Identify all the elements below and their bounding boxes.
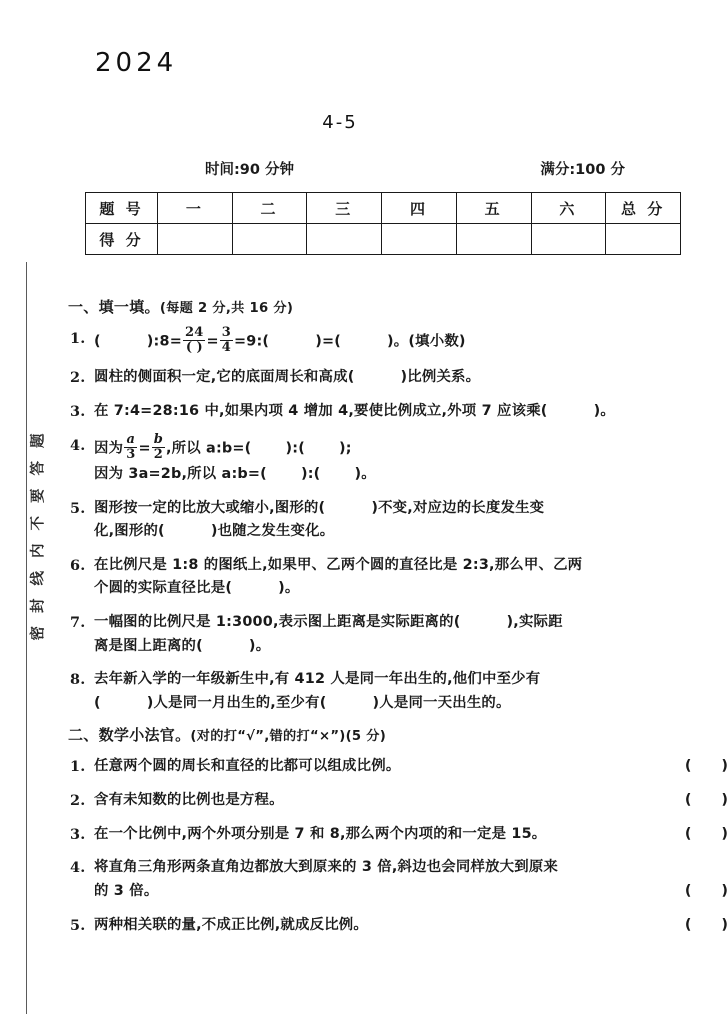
q8-line-1: 去年新入学的一年级新生中,有 412 人是同一年出生的,他们中至少有	[94, 671, 541, 688]
section-2-note: (对的打“√”,错的打“×”)(5 分)	[190, 729, 387, 745]
q4-l1-b: ,所以 a:b=(	[166, 440, 252, 457]
fraction-three-fourths	[220, 326, 233, 355]
score-table-col-3: 三	[307, 193, 382, 224]
score-cell-1[interactable]	[158, 224, 233, 255]
fraction-b-over-2	[152, 433, 165, 462]
question-number: 3.	[70, 403, 86, 421]
question-1-3	[68, 400, 728, 423]
question-number: 4.	[70, 437, 86, 455]
question-2-5	[68, 914, 728, 937]
q4-l1-eq: =	[138, 440, 151, 457]
q5-l1-b: )不变,对应边的长度发生变	[371, 499, 545, 516]
q2-4-l2-text: 的 3 倍。	[94, 882, 159, 899]
question-text: 在一个比例中,两个外项分别是 7 和 8,那么两个内项的和一定是 15。	[94, 825, 547, 842]
section-title-1	[68, 300, 728, 316]
bracket-open: (	[684, 791, 692, 808]
q8-l2-c: )人是同一天出生的。	[372, 694, 511, 711]
q7-l1-b: ),实际距	[506, 614, 563, 631]
truefalse-answer-bracket[interactable]	[685, 789, 728, 812]
paper-code: 4-5	[322, 112, 358, 133]
q8-l2-b: )人是同一月出生的,至少有(	[146, 694, 327, 711]
fraction-denominator: ( )	[183, 340, 206, 355]
section-2-label: 二、数学小法官。	[68, 726, 191, 745]
truefalse-answer-bracket[interactable]	[685, 914, 728, 937]
q2-part-b: )比例关系。	[400, 369, 481, 386]
bracket-open: (	[684, 882, 692, 899]
q1-part-a: (	[94, 333, 101, 350]
q8-line-2	[94, 692, 728, 715]
q7-l2-a: 离是图上距离的(	[94, 637, 203, 654]
bracket-open: (	[684, 757, 692, 774]
q3-part-b: )。	[593, 403, 615, 420]
exam-page	[40, 0, 728, 1024]
question-number: 2.	[70, 369, 86, 387]
question-2-4	[68, 856, 728, 903]
score-table-rowhead-qnum: 题 号	[86, 193, 158, 224]
question-number: 7.	[70, 614, 86, 632]
q1-part-d: =9:(	[234, 333, 270, 350]
question-2-2	[68, 789, 728, 812]
table-row-scores	[86, 224, 681, 255]
score-table-col-2: 二	[232, 193, 307, 224]
q4-line-1	[94, 434, 728, 463]
score-table-col-total: 总 分	[606, 193, 681, 224]
exam-fullscore-label: 满分:100 分	[540, 162, 625, 178]
question-number: 6.	[70, 557, 86, 575]
fraction-24-over-blank	[183, 326, 206, 355]
q1-part-b: ):8=	[146, 333, 182, 350]
q3-part-a: 在 7:4=28:16 中,如果内项 4 增加 4,要使比例成立,外项 7 应该乘(	[94, 403, 548, 420]
score-table-col-5: 五	[456, 193, 531, 224]
exam-meta-row	[205, 158, 625, 179]
q2-4-line-1: 将直角三角形两条直角边都放大到原来的 3 倍,斜边也会同样放大到原来	[94, 859, 559, 876]
q6-line-1: 在比例尺是 1:8 的图纸上,如果甲、乙两个圆的直径比是 2:3,那么甲、乙两	[94, 557, 583, 574]
question-1-5	[68, 497, 728, 544]
question-number: 1.	[70, 757, 86, 775]
truefalse-answer-bracket[interactable]	[685, 823, 728, 846]
q4-line-2	[94, 463, 728, 486]
question-1-6	[68, 554, 728, 601]
q4-l1-c: ):(	[285, 440, 305, 457]
q4-l2-a: 因为 3a=2b,所以 a:b=(	[94, 466, 267, 483]
exam-year: 2024	[95, 48, 178, 78]
bracket-close: )	[721, 825, 728, 842]
q6-l2-b: )。	[278, 580, 300, 597]
bracket-close: )	[721, 882, 728, 899]
question-number: 5.	[70, 916, 86, 934]
score-table-col-4: 四	[382, 193, 457, 224]
bracket-close: )	[721, 916, 728, 933]
fraction-denominator: 2	[152, 447, 165, 462]
question-2-3	[68, 823, 728, 846]
q1-part-e: )=(	[315, 333, 342, 350]
score-cell-2[interactable]	[232, 224, 307, 255]
q5-l1-a: 图形按一定的比放大或缩小,图形的(	[94, 499, 326, 516]
q6-line-2	[94, 577, 728, 600]
q1-part-c: =	[206, 333, 219, 350]
question-number: 4.	[70, 859, 86, 877]
bracket-open: (	[684, 825, 692, 842]
q5-l2-a: 化,图形的(	[94, 523, 165, 540]
q2-part-a: 圆柱的侧面积一定,它的底面周长和高成(	[94, 369, 355, 386]
truefalse-answer-bracket[interactable]	[685, 880, 728, 903]
q6-l2-a: 个圆的实际直径比是(	[94, 580, 233, 597]
question-text: 两种相关联的量,不成正比例,就成反比例。	[94, 916, 368, 933]
fraction-denominator: 3	[126, 447, 136, 463]
score-cell-3[interactable]	[307, 224, 382, 255]
score-table-col-6: 六	[531, 193, 606, 224]
question-number: 2.	[70, 791, 86, 809]
sealing-line-text: 密封线内不要答题	[30, 420, 47, 641]
exam-body	[68, 300, 728, 947]
table-row-question-numbers	[86, 193, 681, 224]
score-table	[85, 192, 681, 255]
section-1-note: (每题 2 分,共 16 分)	[159, 301, 294, 316]
q2-4-line-2	[94, 880, 728, 903]
question-number: 8.	[70, 671, 86, 689]
q7-l1-a: 一幅图的比例尺是 1:3000,表示图上距离是实际距离的(	[94, 614, 461, 631]
fraction-numerator: 3	[221, 324, 231, 340]
q8-l2-a: (	[94, 694, 101, 711]
q5-line-2	[94, 520, 728, 543]
section-title-2	[68, 728, 728, 744]
q5-l2-b: )也随之发生变化。	[210, 523, 335, 540]
q4-l2-c: )。	[354, 466, 376, 483]
q4-l1-d: );	[338, 440, 352, 457]
question-1-4	[68, 434, 728, 486]
question-1-1	[68, 324, 728, 356]
truefalse-answer-bracket[interactable]	[685, 755, 728, 778]
q7-line-2	[94, 635, 728, 658]
question-number: 1.	[70, 329, 86, 347]
score-table-col-1: 一	[158, 193, 233, 224]
question-number: 3.	[70, 825, 86, 843]
bracket-open: (	[684, 916, 692, 933]
q1-part-f: )。(填小数)	[387, 333, 466, 350]
q7-l2-b: )。	[248, 637, 271, 654]
fraction-denominator: 4	[221, 339, 231, 355]
question-1-8	[68, 668, 728, 715]
question-number: 5.	[70, 499, 86, 517]
question-1-2	[68, 366, 728, 389]
score-cell-5[interactable]	[456, 224, 531, 255]
fraction-numerator: 24	[184, 324, 204, 340]
score-cell-6[interactable]	[531, 224, 606, 255]
score-table-rowhead-score: 得 分	[86, 224, 158, 255]
question-1-7	[68, 611, 728, 658]
q7-line-1	[94, 611, 728, 634]
question-2-1	[68, 755, 728, 778]
fraction-numerator: a	[126, 432, 136, 448]
exam-time-label: 时间:90 分钟	[205, 162, 295, 178]
q4-l1-a: 因为	[94, 440, 124, 457]
q4-l2-b: ):(	[300, 466, 321, 483]
score-cell-total[interactable]	[606, 224, 681, 255]
fraction-numerator: b	[153, 432, 163, 448]
fraction-a-over-3	[124, 433, 137, 462]
score-cell-4[interactable]	[382, 224, 457, 255]
section-1-label: 一、填一填。	[68, 298, 160, 316]
bracket-close: )	[721, 757, 728, 774]
question-text: 任意两个圆的周长和直径的比都可以组成比例。	[94, 757, 401, 774]
q5-line-1	[94, 497, 728, 520]
question-text: 含有未知数的比例也是方程。	[94, 791, 284, 808]
bracket-close: )	[721, 791, 728, 808]
